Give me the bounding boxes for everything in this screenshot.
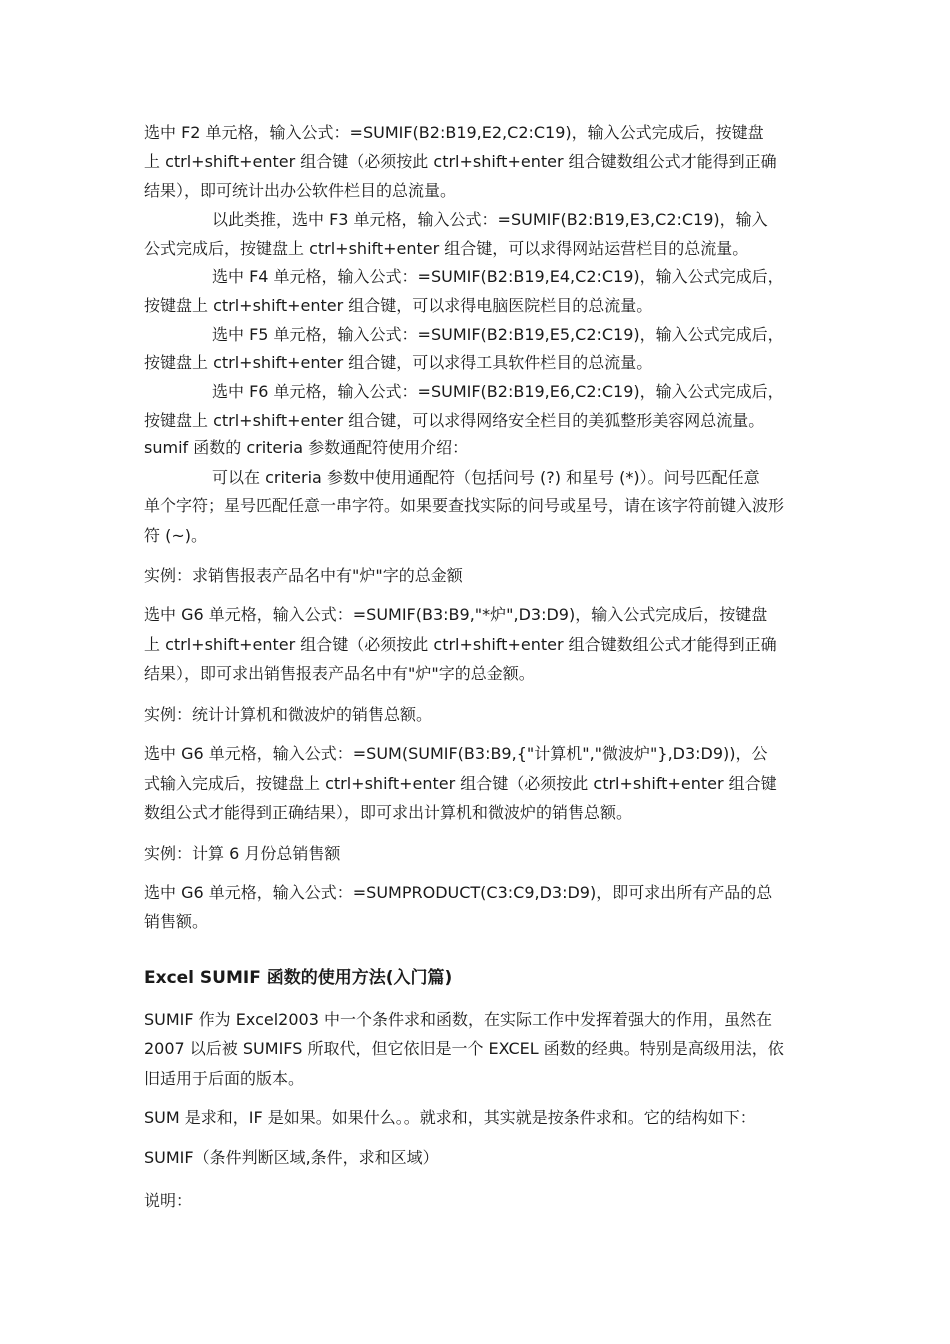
- text-line: 数组公式才能得到正确结果），即可求出计算机和微波炉的销售总额。: [144, 803, 633, 822]
- text-line: 按键盘上 ctrl+shift+enter 组合键，可以求得工具软件栏目的总流量。: [144, 353, 653, 372]
- text-line: 以此类推，选中 F3 单元格，输入公式：=SUMIF(B2:B19,E3,C2:C19)，输入: [212, 210, 768, 229]
- example-title: 实例：求销售报表产品名中有"炉"字的总金额: [144, 566, 463, 585]
- example-title: 实例：计算 6 月份总销售额: [144, 844, 341, 863]
- text-line: 销售额。: [144, 912, 209, 931]
- text-line: 选中 F4 单元格，输入公式：=SUMIF(B2:B19,E4,C2:C19)，输入公式完成后，: [212, 267, 784, 286]
- text-line: 按键盘上 ctrl+shift+enter 组合键，可以求得网络安全栏目的美狐整形美容网总流量。: [144, 411, 765, 430]
- text-line: 上 ctrl+shift+enter 组合键（必须按此 ctrl+shift+enter 组合键数组公式才能得到正确: [144, 635, 777, 654]
- text-line: 说明：: [144, 1191, 193, 1210]
- syntax-line: SUMIF（条件判断区域,条件，求和区域）: [144, 1148, 439, 1167]
- section-heading: sumif 函数的 criteria 参数通配符使用介绍：: [144, 438, 469, 457]
- example-title: 实例：统计计算机和微波炉的销售总额。: [144, 705, 433, 724]
- text-line: 选中 G6 单元格，输入公式：=SUM(SUMIF(B3:B9,{"计算机","微波炉"},D3:D9))，公: [144, 744, 768, 763]
- text-line: 选中 F2 单元格，输入公式：=SUMIF(B2:B19,E2,C2:C19)，输入公式完成后，按键盘: [144, 123, 764, 142]
- text-line: 选中 G6 单元格，输入公式：=SUMPRODUCT(C3:C9,D3:D9)，即可求出所有产品的总: [144, 883, 773, 902]
- text-line: 选中 F6 单元格，输入公式：=SUMIF(B2:B19,E6,C2:C19)，输入公式完成后，: [212, 382, 784, 401]
- text-line: 单个字符；星号匹配任意一串字符。如果要查找实际的问号或星号，请在该字符前键入波形: [144, 496, 785, 515]
- text-line: 按键盘上 ctrl+shift+enter 组合键，可以求得电脑医院栏目的总流量。: [144, 296, 653, 315]
- text-line: 上 ctrl+shift+enter 组合键（必须按此 ctrl+shift+enter 组合键数组公式才能得到正确: [144, 152, 777, 171]
- text-line: 公式完成后，按键盘上 ctrl+shift+enter 组合键，可以求得网站运营栏目的总流量。: [144, 239, 749, 258]
- text-line: 选中 F5 单元格，输入公式：=SUMIF(B2:B19,E5,C2:C19)，输入公式完成后，: [212, 325, 784, 344]
- text-line: SUM 是求和，IF 是如果。如果什么。。就求和，其实就是按条件求和。它的结构如下：: [144, 1108, 756, 1127]
- article-heading: Excel SUMIF 函数的使用方法(入门篇): [144, 968, 453, 988]
- text-line: 式输入完成后，按键盘上 ctrl+shift+enter 组合键（必须按此 ctrl+shift+enter 组合键: [144, 774, 777, 793]
- text-line: 结果），即可统计出办公软件栏目的总流量。: [144, 181, 457, 200]
- text-line: 符 (~)。: [144, 526, 207, 545]
- text-line: 旧适用于后面的版本。: [144, 1069, 305, 1088]
- text-line: 可以在 criteria 参数中使用通配符（包括问号 (?) 和星号 (*)）。问号匹配任意: [212, 468, 760, 487]
- text-line: 结果），即可求出销售报表产品名中有"炉"字的总金额。: [144, 664, 535, 683]
- text-line: SUMIF 作为 Excel2003 中一个条件求和函数，在实际工作中发挥着强大的作用，虽然在: [144, 1010, 772, 1029]
- text-line: 选中 G6 单元格，输入公式：=SUMIF(B3:B9,"*炉",D3:D9)，输入公式完成后，按键盘: [144, 605, 768, 624]
- text-line: 2007 以后被 SUMIFS 所取代，但它依旧是一个 EXCEL 函数的经典。特别是高级用法，依: [144, 1039, 784, 1058]
